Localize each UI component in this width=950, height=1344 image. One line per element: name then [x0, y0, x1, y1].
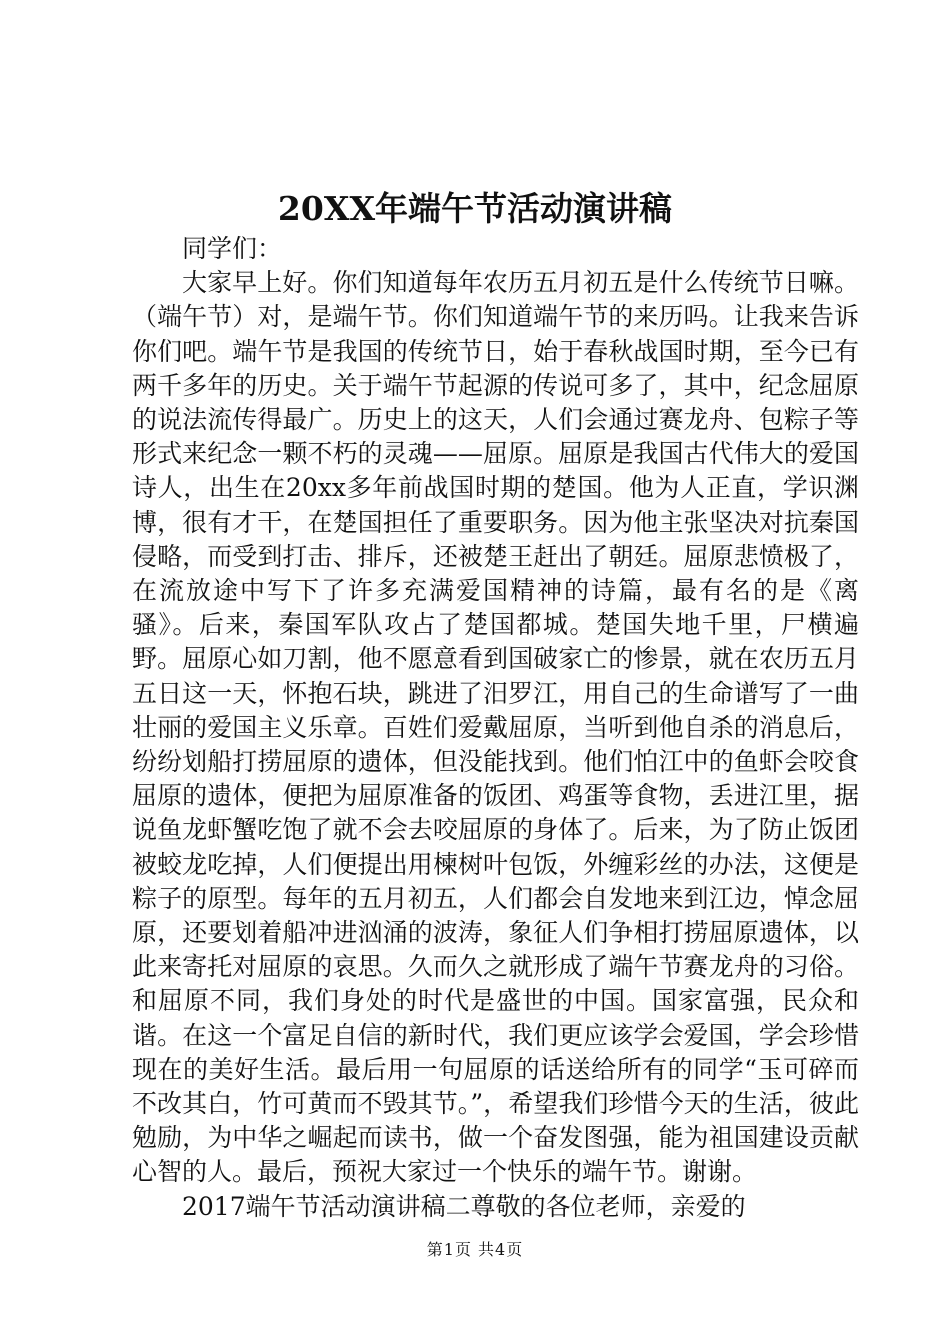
- next-section-paragraph: 2017端午节活动演讲稿二尊敬的各位老师，亲爱的: [182, 1191, 746, 1221]
- document-title: 20XX年端午节活动演讲稿: [277, 189, 673, 228]
- salutation-paragraph: 同学们：: [182, 234, 283, 263]
- speech-body-paragraph: 大家早上好。你们知道每年农历五月初五是什么传统节日嘛。（端午节）对，是端午节。你们知道端午节的来历吗。让我来告诉你们吧。端午节是我国的传统节日，始于春秋战国时期，至今已有两千多年的历史。关于端午节起源的传说可多了，其中，纪念屈原的说法流传得最广。历史上的这天，人们会通过赛龙舟、包粽子等形式来纪念一颗不朽的灵魂——屈原。屈原是我国古代伟大的爱国诗人，出生在20xx多年前战国时期的楚国。他为人正直，学识渊博，很有才干，在楚国担任了重要职务。因为他主张坚决对抗秦国侵略，而受到打击、排斥，还被楚王赶出了朝廷。屈原悲愤极了，在流放途中写下了许多充满爱国精神的诗篇，最有名的是《离骚》。后来，秦国军队攻占了楚国都城。楚国失地千里，尸横遍野。屈原心如刀割，他不愿意看到国破家亡的惨景，就在农历五月五日这一天，怀抱石块，跳进了汨罗江，用自己的生命谱写了一曲壮丽的爱国主义乐章。百姓们爱戴屈原，当听到他自杀的消息后，纷纷划船打捞屈原的遗体，但没能找到。他们怕江中的鱼虾会咬食屈原的遗体，便把为屈原准备的饭团、鸡蛋等食物，丢进江里，据说鱼龙虾蟹吃饱了就不会去咬屈原的身体了。后来，为了防止饭团被蛟龙吃掉，人们便提出用楝树叶包饭，外缠彩丝的办法，这便是粽子的原型。每年的五月初五，人们都会自发地来到江边，悼念屈原，还要划着船冲进汹涌的波涛，象征人们争相打捞屈原遗体，以此来寄托对屈原的哀思。久而久之就形成了端午节赛龙舟的习俗。和屈原不同，我们身处的时代是盛世的中国。国家富强，民众和谐。在这一个富足自信的新时代，我们更应该学会爱国，学会珍惜现在的美好生活。最后用一句屈原的话送给所有的同学“玉可碎而不改其白，竹可黄而不毁其节。”，希望我们珍惜今天的生活，彼此勉励，为中华之崛起而读书，做一个奋发图强，能为祖国建设贡献心智的人。最后，预祝大家过一个快乐的端午节。谢谢。: [132, 268, 859, 1187]
- document-body: [132, 232, 859, 1224]
- page-footer: 第1页 共4页: [426, 1240, 524, 1259]
